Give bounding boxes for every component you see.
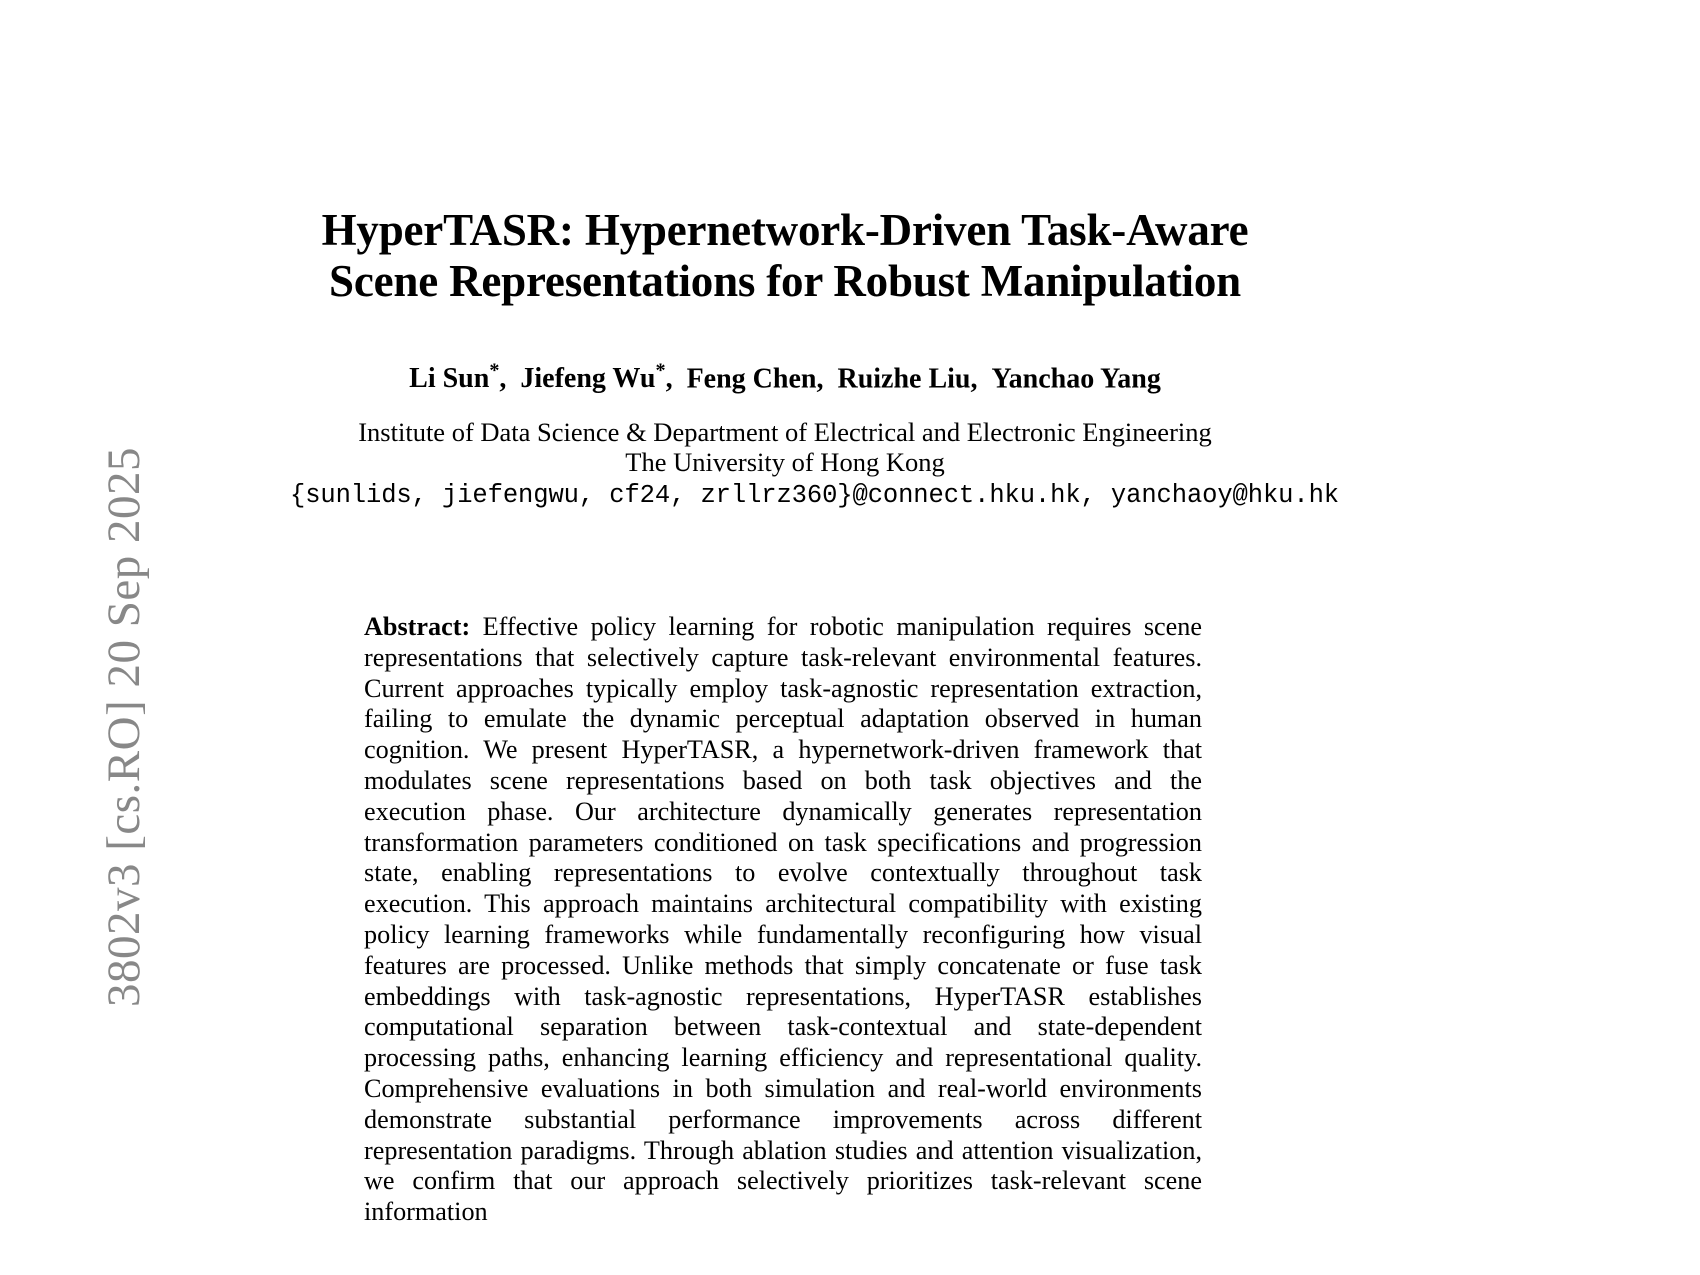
abstract-section (364, 612, 1202, 1228)
arxiv-identifier-stamp: 3802v3 [cs.RO] 20 Sep 2025 (98, 447, 150, 1007)
author-name: Li Sun*, (409, 360, 507, 395)
author-emails: {sunlids, jiefengwu, cf24, zrllrz360}@connect.hku.hk, yanchaoy@hku.hk (290, 481, 1339, 510)
abstract-body: Effective policy learning for robotic manipulation requires scene representations that selectively capture task-relevant environmental features. Current approaches typically employ task-agnostic representation extraction, failing to emulate the dynamic perceptual adaptation observed in human cognition. We present HyperTASR, a hypernetwork-driven framework that modulates scene representations based on both task objectives and the execution phase. Our architecture dynamically generates representation transformation parameters conditioned on task specifications and progression state, enabling representations to evolve contextually throughout task execution. This approach maintains architectural compatibility with existing policy learning frameworks while fundamentally reconfiguring how visual features are processed. Unlike methods that simply concatenate or fuse task embeddings with task-agnostic representations, HyperTASR establishes computational separation between task-contextual and state-dependent processing paths, enhancing learning efficiency and representational quality. Comprehensive evaluations in both simulation and real-world environments demonstrate substantial performance improvements across different representation paradigms. Through ablation studies and attention visualization, we confirm that our approach selectively prioritizes task-relevant scene information (364, 612, 1202, 1227)
page-title (290, 205, 1280, 308)
affiliation-line-1: Institute of Data Science & Department of Electrical and Electronic Engineering (358, 417, 1212, 447)
abstract-label: Abstract: (364, 612, 471, 641)
author-name: Yanchao Yang (991, 363, 1161, 395)
author-name: Ruizhe Liu, (837, 363, 978, 395)
author-name: Jiefeng Wu*, (520, 360, 673, 395)
affiliation-block (290, 418, 1280, 477)
title-line-1: HyperTASR: Hypernetwork-Driven Task-Aware (321, 205, 1249, 255)
title-line-2: Scene Representations for Robust Manipulation (329, 256, 1241, 307)
author-name: Feng Chen, (686, 363, 824, 395)
author-equal-contribution-marker: * (489, 360, 500, 382)
author-list (290, 360, 1280, 395)
author-equal-contribution-marker: * (655, 360, 666, 382)
affiliation-line-2: The University of Hong Kong (625, 446, 945, 477)
